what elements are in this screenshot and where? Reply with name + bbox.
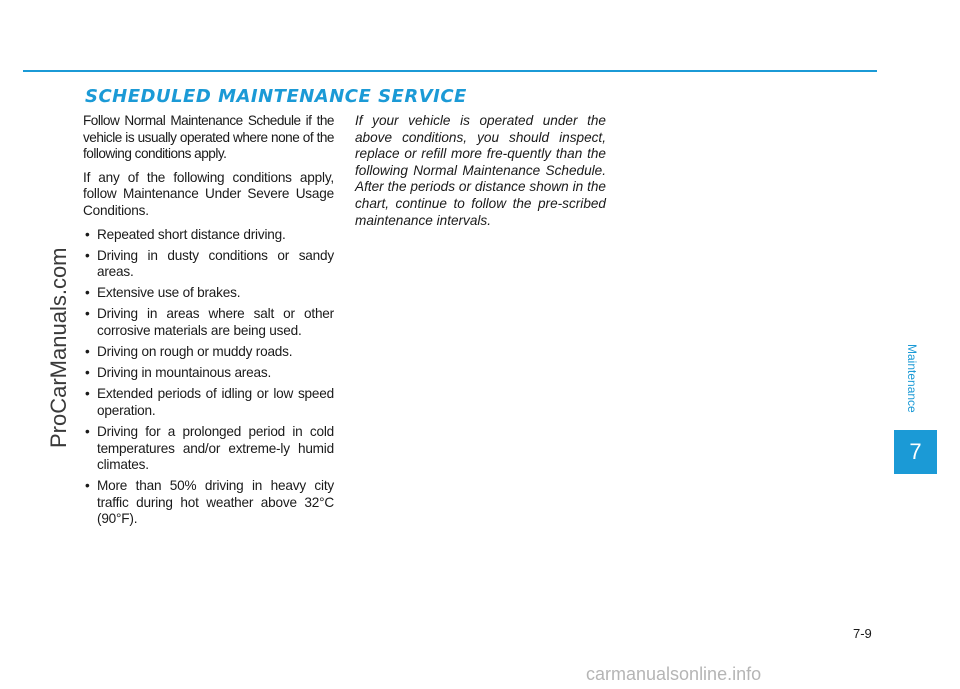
list-item — [83, 285, 334, 302]
watermark-bottom: carmanualsonline.info — [586, 664, 762, 684]
list-item — [83, 386, 334, 419]
severe-usage-note: If your vehicle is operated under the above conditions, you should inspect, replace or refill more fre-quently than the following Normal Maintenance Schedule. After the periods or distance shown in the chart, continue to follow the pre-scribed maintenance intervals. — [355, 113, 606, 228]
list-item-text: Driving in dusty conditions or sandy areas. — [97, 247, 334, 280]
bullet: • — [85, 386, 90, 402]
bullet: • — [85, 247, 90, 263]
left-column — [83, 113, 334, 533]
bullet: • — [85, 344, 90, 360]
section-title: SCHEDULED MAINTENANCE SERVICE — [85, 86, 467, 107]
right-column — [355, 113, 606, 229]
header-rule — [23, 70, 877, 72]
chapter-tab — [894, 430, 937, 474]
bullet: • — [85, 285, 90, 301]
bullet: • — [85, 478, 90, 494]
page-number: 7-9 — [853, 626, 872, 641]
list-item-text: Driving on rough or muddy roads. — [97, 344, 293, 360]
list-item — [83, 306, 334, 339]
list-item — [83, 424, 334, 474]
severe-conditions-list — [83, 227, 334, 529]
list-item — [83, 365, 334, 382]
watermark-left: ProCarManuals.com — [46, 247, 71, 449]
list-item-text: More than 50% driving in heavy city traffic during hot weather above 32°C (90°F). — [97, 478, 334, 527]
bullet: • — [85, 306, 90, 322]
list-item-text: Driving in mountainous areas. — [97, 365, 272, 381]
severe-usage-paragraph: If any of the following conditions apply, follow Maintenance Under Severe Usage Conditions. — [83, 169, 334, 218]
chapter-label: Maintenance — [905, 344, 919, 413]
list-item-text: Extended periods of idling or low speed operation. — [97, 386, 334, 418]
bullet: • — [85, 226, 90, 242]
list-item — [83, 478, 334, 528]
list-item-text: Extensive use of brakes. — [97, 285, 241, 301]
list-item-text: Driving in areas where salt or other corrosive materials are being used. — [97, 306, 334, 339]
list-item — [83, 344, 334, 361]
list-item-text: Repeated short distance driving. — [97, 226, 286, 242]
intro-paragraph: Follow Normal Maintenance Schedule if the vehicle is usually operated where none of the following conditions apply. — [83, 113, 334, 162]
bullet: • — [85, 365, 90, 381]
chapter-number: 7 — [909, 439, 922, 464]
list-item — [83, 248, 334, 281]
list-item-text: Driving for a prolonged period in cold temperatures and/or extreme-ly humid climates. — [97, 424, 334, 473]
bullet: • — [85, 424, 90, 439]
list-item — [83, 227, 334, 244]
